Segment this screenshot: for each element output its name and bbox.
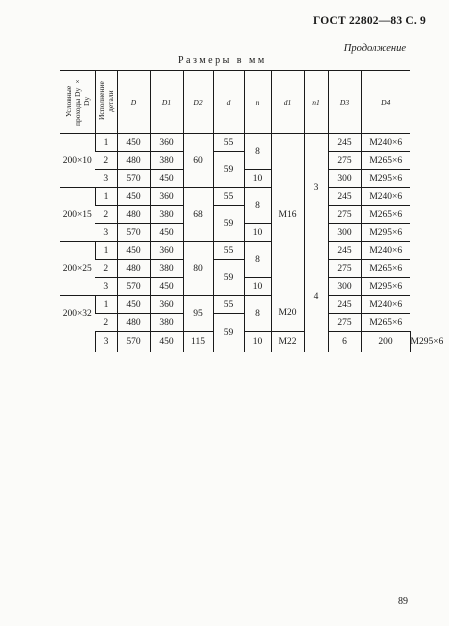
nominal-cell: 200×25 xyxy=(60,242,95,296)
exec-cell: 1 xyxy=(95,134,117,152)
exec-cell: 1 xyxy=(95,188,117,206)
continuation-label: Продолжение xyxy=(343,43,406,54)
table-row xyxy=(60,314,410,332)
n-cell: 10 xyxy=(244,332,271,352)
D-cell: 480 xyxy=(117,152,150,170)
d-cell: 59 xyxy=(213,206,244,242)
exec-cell: 3 xyxy=(95,278,117,296)
D3-cell: 275 xyxy=(328,152,361,170)
exec-cell: 1 xyxy=(95,242,117,260)
d1-cell: M22 xyxy=(271,332,304,352)
table-row xyxy=(60,296,410,314)
exec-cell: 3 xyxy=(95,224,117,242)
D3-cell: 245 xyxy=(328,296,361,314)
document-header: ГОСТ 22802—83 С. 9 xyxy=(313,15,426,27)
n-cell: 8 xyxy=(244,296,271,332)
header-D1: D1 xyxy=(150,71,183,134)
D3-cell: 300 xyxy=(328,224,361,242)
D1-cell: 380 xyxy=(150,314,183,332)
D4-cell: M240×6 xyxy=(361,242,410,260)
exec-cell: 3 xyxy=(95,332,117,352)
D1-cell: 380 xyxy=(150,152,183,170)
header-D3: D3 xyxy=(328,71,361,134)
D1-cell: 450 xyxy=(150,278,183,296)
n-cell: 8 xyxy=(244,188,271,224)
exec-cell: 2 xyxy=(95,152,117,170)
D3-cell: 245 xyxy=(328,188,361,206)
header-execution: Исполнение детали xyxy=(95,71,117,134)
D-cell: 570 xyxy=(117,278,150,296)
n1-cell: 4 xyxy=(304,242,328,352)
D4-cell: M295×6 xyxy=(361,224,410,242)
exec-cell: 2 xyxy=(95,314,117,332)
D4-cell: M240×6 xyxy=(361,188,410,206)
d-cell: 59 xyxy=(213,314,244,352)
n-cell: 10 xyxy=(244,170,271,188)
D4-cell: M265×6 xyxy=(361,260,410,278)
table-row xyxy=(60,242,410,260)
n-cell: 8 xyxy=(244,242,271,278)
nominal-cell: 200×15 xyxy=(60,188,95,242)
D2-cell: 95 xyxy=(183,296,213,332)
D4-cell: M265×6 xyxy=(361,152,410,170)
D3-cell: 245 xyxy=(328,242,361,260)
D1-cell: 360 xyxy=(150,134,183,152)
D3-cell: 275 xyxy=(328,314,361,332)
D1-cell: 450 xyxy=(150,224,183,242)
table-row xyxy=(60,260,410,278)
dimensions-table xyxy=(60,70,444,352)
d-cell: 55 xyxy=(213,188,244,206)
n-cell: 10 xyxy=(244,224,271,242)
dimensions-note: Размеры в мм xyxy=(178,55,267,66)
D3-cell: 300 xyxy=(328,278,361,296)
D-cell: 450 xyxy=(117,296,150,314)
D2-cell: 80 xyxy=(183,242,213,296)
d-cell: 55 xyxy=(213,242,244,260)
header-D2: D2 xyxy=(183,71,213,134)
D-cell: 570 xyxy=(117,332,150,352)
D4-cell: M265×6 xyxy=(361,314,410,332)
exec-cell: 2 xyxy=(95,206,117,224)
D-cell: 480 xyxy=(117,314,150,332)
D2-cell: 60 xyxy=(183,134,213,188)
D4-cell: M265×6 xyxy=(361,206,410,224)
D-cell: 450 xyxy=(117,242,150,260)
D1-cell: 380 xyxy=(150,260,183,278)
header-nominal: Условные проходы Dу × Dу xyxy=(60,71,95,134)
page-number: 89 xyxy=(398,596,408,607)
d-cell: 55 xyxy=(213,296,244,314)
empty-cell xyxy=(60,332,95,352)
header-n1: n1 xyxy=(304,71,328,134)
d-cell: 55 xyxy=(213,134,244,152)
D3-cell: 200 xyxy=(361,332,410,352)
D1-cell: 380 xyxy=(150,206,183,224)
nominal-cell: 200×32 xyxy=(62,308,92,319)
d1-cell: M16 xyxy=(271,134,304,296)
n-cell: 10 xyxy=(244,278,271,296)
D3-cell: 245 xyxy=(328,134,361,152)
D-cell: 450 xyxy=(117,134,150,152)
D1-cell: 360 xyxy=(150,188,183,206)
d1-cell: M20 xyxy=(271,296,304,332)
D1-cell: 450 xyxy=(150,170,183,188)
D3-cell: 275 xyxy=(328,206,361,224)
header-d1: d1 xyxy=(271,71,304,134)
table-row xyxy=(60,188,410,206)
table-row: 3 570 450 115 10 M22 6 200 M295×6 xyxy=(60,332,410,352)
d-cell: 59 xyxy=(213,260,244,296)
nominal-cell: 200×10 xyxy=(60,134,95,188)
exec-cell: 3 xyxy=(95,170,117,188)
D-cell: 570 xyxy=(117,224,150,242)
D-cell: 450 xyxy=(117,188,150,206)
D1-cell: 360 xyxy=(150,296,183,314)
n1-cell: 6 xyxy=(328,332,361,352)
D2-cell: 115 xyxy=(183,332,213,352)
header-d: d xyxy=(213,71,244,134)
D-cell: 480 xyxy=(117,206,150,224)
d-cell: 59 xyxy=(213,152,244,188)
n1-cell: 3 xyxy=(304,134,328,242)
header-D: D xyxy=(117,71,150,134)
exec-cell: 1 xyxy=(95,296,117,314)
D4-cell: M240×6 xyxy=(361,134,410,152)
D-cell: 480 xyxy=(117,260,150,278)
table-row xyxy=(60,206,410,224)
D2-cell: 68 xyxy=(183,188,213,242)
D1-cell: 450 xyxy=(150,332,183,352)
n-cell: 8 xyxy=(244,134,271,170)
table-row xyxy=(60,152,410,170)
D3-cell: 300 xyxy=(328,170,361,188)
exec-cell: 2 xyxy=(95,260,117,278)
D4-cell: M295×6 xyxy=(361,278,410,296)
D-cell: 570 xyxy=(117,170,150,188)
D1-cell: 360 xyxy=(150,242,183,260)
header-n: n xyxy=(244,71,271,134)
D4-cell: M295×6 xyxy=(361,170,410,188)
header-D4: D4 xyxy=(361,71,410,134)
table-row xyxy=(60,134,410,152)
D3-cell: 275 xyxy=(328,260,361,278)
D4-cell: M240×6 xyxy=(361,296,410,314)
